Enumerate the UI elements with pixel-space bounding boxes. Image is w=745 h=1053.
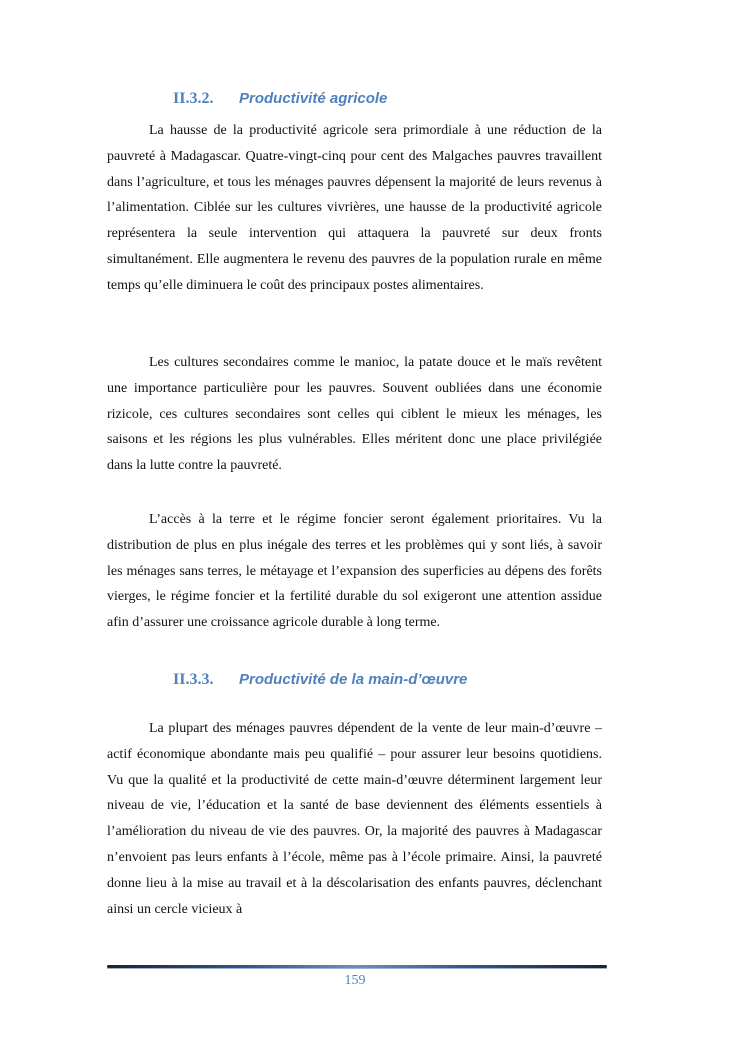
section-heading-productivite-agricole [173,90,387,108]
page-number: 159 [344,973,366,988]
paragraph-productivite-agricole: La hausse de la productivité agricole sera primordiale à une réduction de la pauvreté à Madagascar. Quatre-vingt-cinq pour cent des Malgaches pauvres travaillent dans l’agriculture, et tous les ménages pauvres dépensent la majorité de leurs revenus à l’alimentation. Ciblée sur les cultures vivrières, une hausse de la productivité agricole représentera la seule intervention qui attaquera la pauvreté sur deux fronts simultanément. Elle augmentera le revenu des pauvres de la population rurale en même temps qu’elle diminuera le coût des principaux postes alimentaires. [107,123,602,293]
paragraph-main-oeuvre: La plupart des ménages pauvres dépendent de la vente de leur main-d’œuvre – actif économique abondante mais peu qualifié – pour assurer leur besoins quotidiens. Vu que la qualité et la productivité de cette main-d’œuvre déterminent largement leur niveau de vie, l’éducation et la santé de base deviennent des éléments essentiels à l’amélioration du niveau de vie des pauvres. Or, la majorité des pauvres à Madagascar n’envoient pas leurs enfants à l’école, même pas à l’école primaire. Ainsi, la pauvreté donne lieu à la mise au travail et à la déscolarisation des enfants pauvres, déclenchant ainsi un cercle vicieux à [107,721,602,917]
section-title: Productivité agricole [239,90,388,107]
footer-divider-shadow [107,968,607,969]
section-number: II.3.3. [173,671,214,688]
section-heading-main-oeuvre [173,671,467,689]
section-title: Productivité de la main-d’œuvre [239,671,468,688]
paragraph-acces-terre: L’accès à la terre et le régime foncier seront également prioritaires. Vu la distribution de plus en plus inégale des terres et les problèmes qui y sont liés, à savoir les ménages sans terres, le métayage et l’expansion des superficies au dépens des forêts vierges, le régime foncier et la fertilité durable du sol exigeront une attention assidue afin d’assurer une croissance agricole durable à long terme. [107,512,602,631]
paragraph-cultures-secondaires: Les cultures secondaires comme le manioc, la patate douce et le maïs revêtent une importance particulière pour les pauvres. Souvent oubliées dans une économie rizicole, ces cultures secondaires sont celles qui ciblent le mieux les ménages, les saisons et les régions les plus vulnérables. Elles méritent donc une place privilégiée dans la lutte contre la pauvreté. [107,355,602,474]
section-number: II.3.2. [173,90,214,107]
